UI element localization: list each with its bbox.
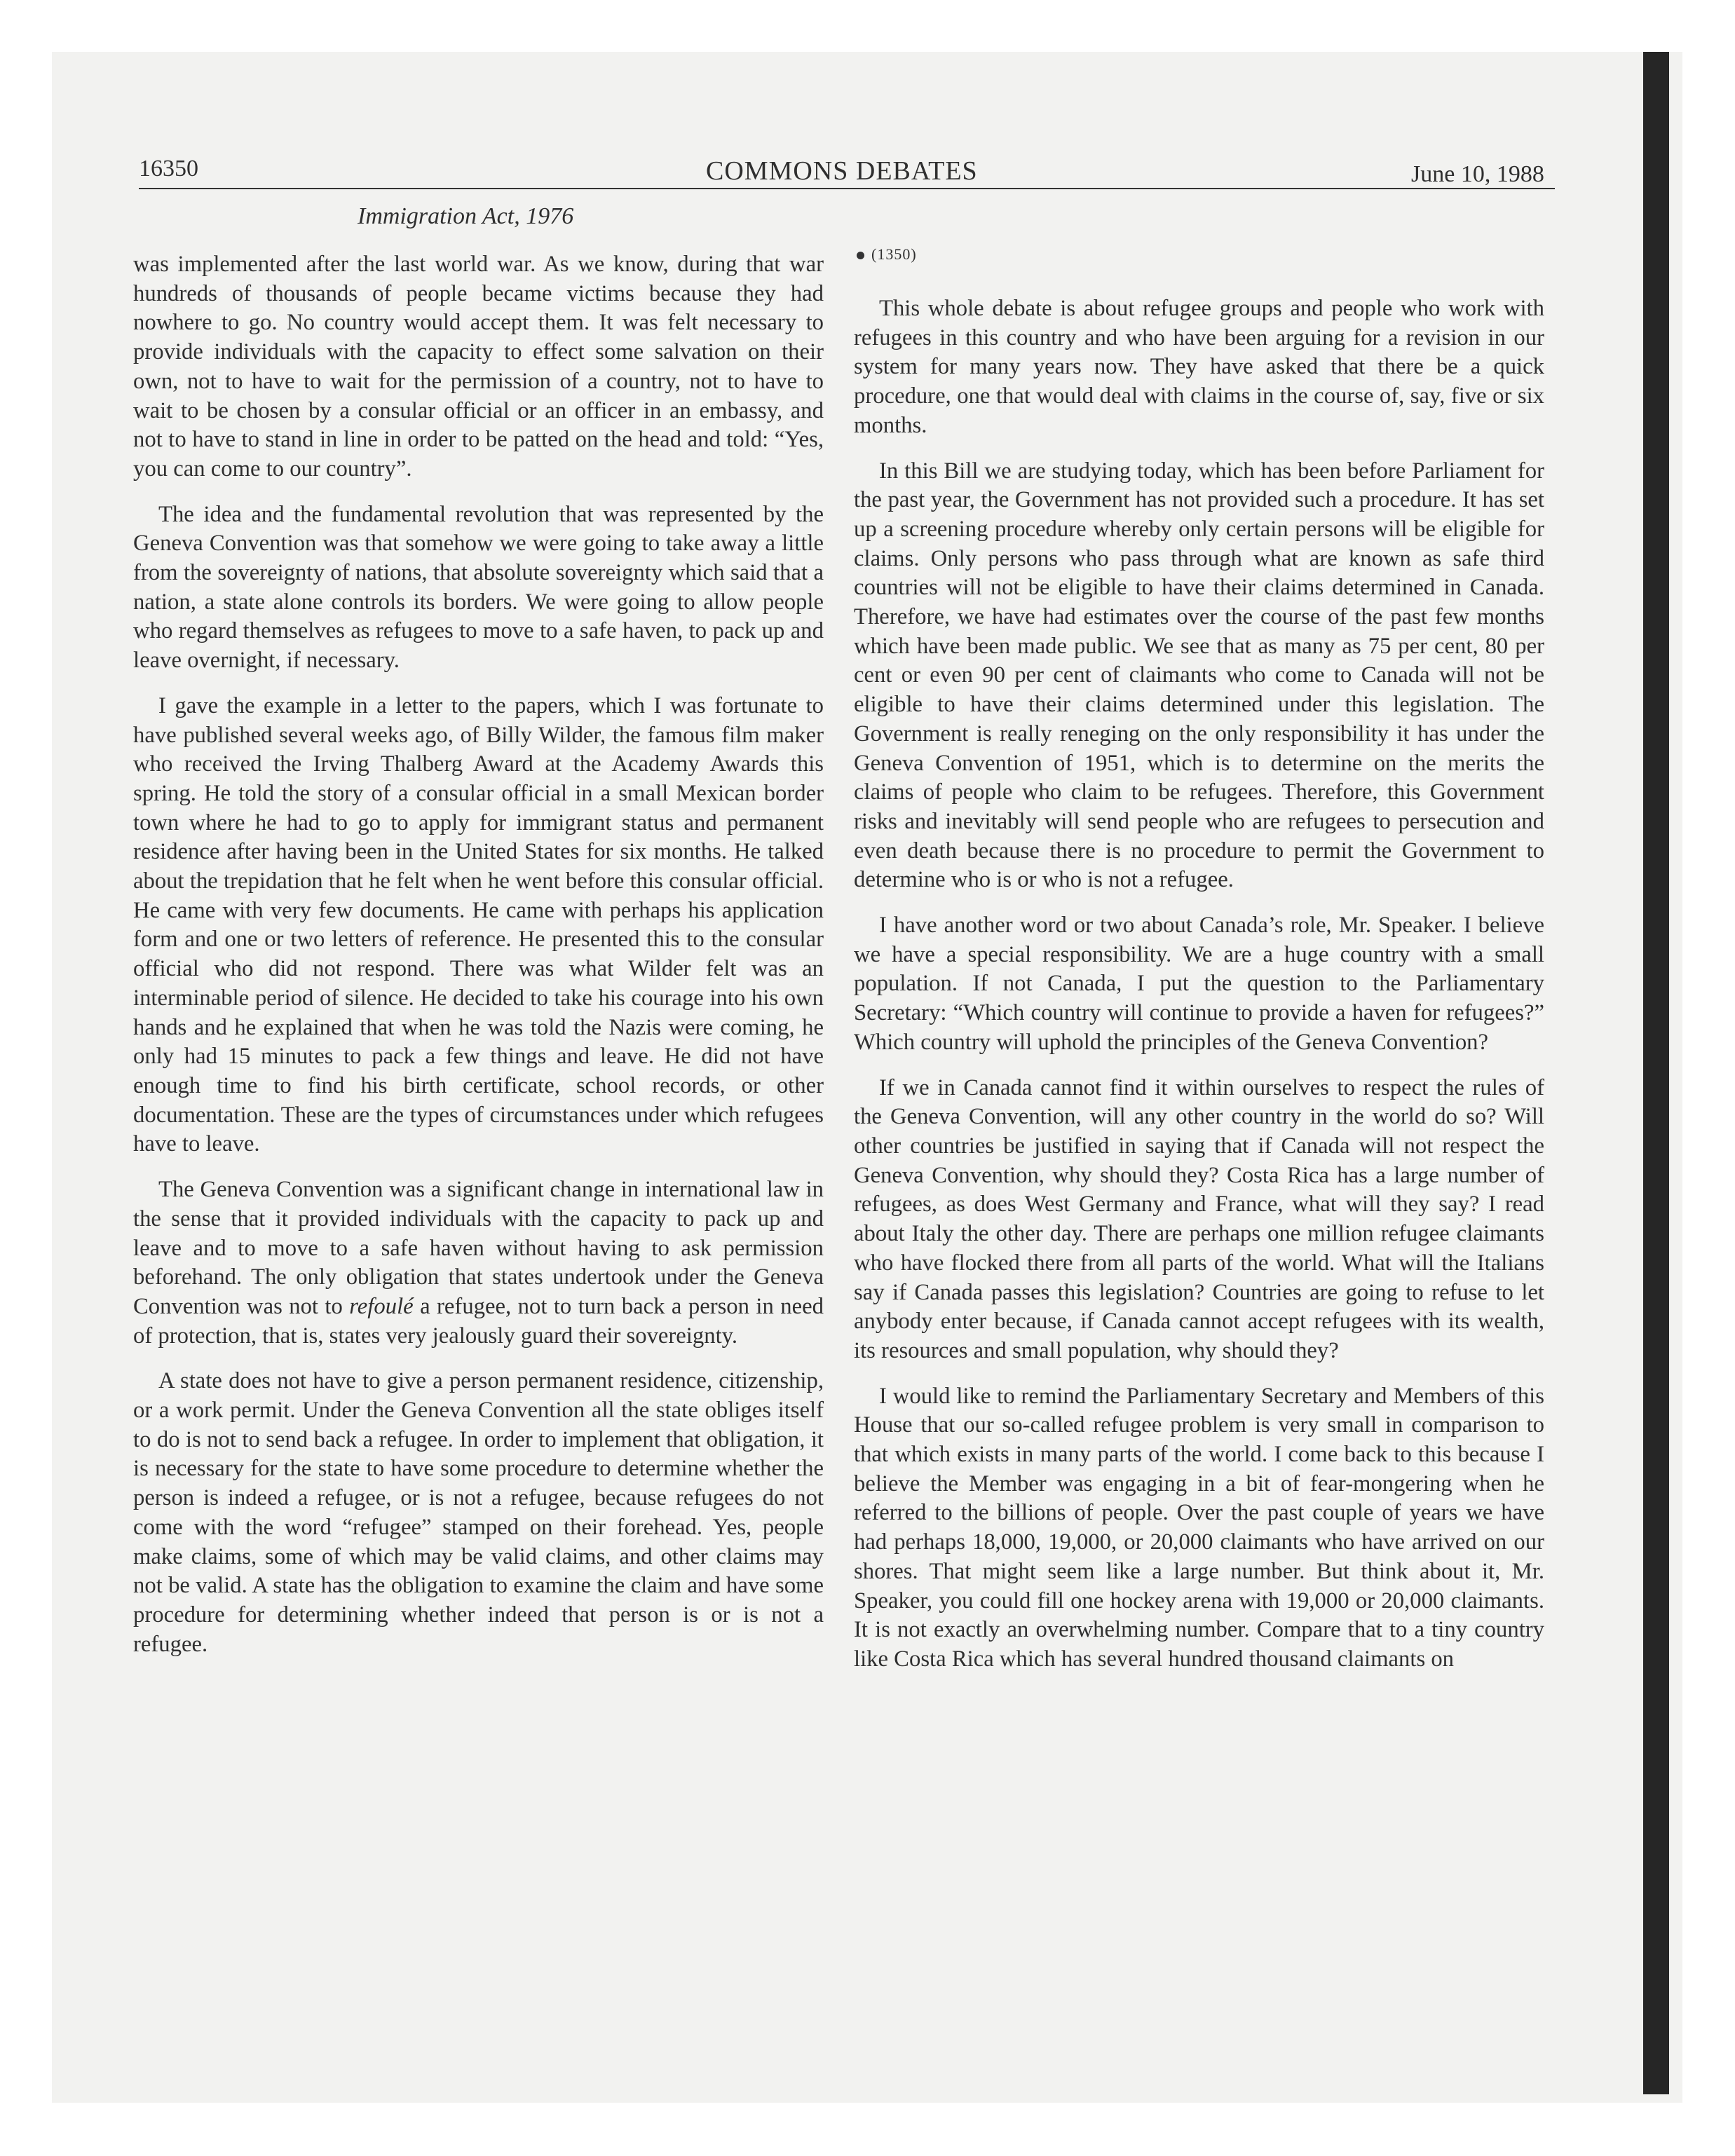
paragraph: I gave the example in a letter to the papers, which I was fortunate to have published several weeks ago, of Billy Wilder, the famous film maker who received the Irving Thalberg Award at the Academy Awards this spring. He told the story of a consular official in a small Mexican border town where he had to go to apply for immigrant status and permanent residence after having been in the United States for six months. He talked about the trepidation that he felt when he went before this consular official. He came with very few documents. He came with perhaps his application form and one or two letters of reference. He presented this to the consular official who did not respond. There was what Wilder felt was an interminable period of silence. He decided to take his courage into his own hands and he explained that when he was told the Nazis were coming, he only had 15 minutes to pack a few things and leave. He did not have enough time to find his birth certificate, school records, or other documentation. These are the types of circumstances under which refugees have to leave. (133, 692, 824, 1157)
page-date: June 10, 1988 (1411, 161, 1544, 187)
right-column (854, 294, 1544, 1691)
time-marker (857, 245, 917, 264)
page-number: 16350 (139, 156, 198, 182)
scan-edge-shadow (1643, 52, 1669, 2094)
section-title: Immigration Act, 1976 (358, 203, 574, 229)
left-column (133, 250, 824, 1675)
paragraph: This whole debate is about refugee groups and people who work with refugees in this country and who have been arguing for a revision in our system for many years now. They have asked that there be a quick procedure, one that would deal with claims in the course of, say, five or six months. (854, 296, 1544, 438)
paragraph: was implemented after the last world war. As we know, during that war hundreds of thousands of people became victims because they had nowhere to go. No country would accept them. It was felt necessary to provide individuals with the capacity to effect some salvation on their own, not to have to wait for the permission of a country, not to have to wait to be chosen by a consular official or an officer in an embassy, and not to have to stand in line in order to be patted on the head and told: “Yes, you can come to our country”. (133, 252, 824, 482)
running-head: COMMONS DEBATES (706, 156, 978, 186)
paragraph: I would like to remind the Parliamentary Secretary and Members of this House that our so-called refugee problem is very small in comparison to that which exists in many parts of the world. I come back to this because I believe the Member was engaging in a bit of fear-mongering when he referred to the billions of people. Over the past couple of years we have had perhaps 18,000, 19,000, or 20,000 claimants who have arrived on our shores. That might seem like a large number. But think about it, Mr. Speaker, you could fill one hockey arena with 19,000 or 20,000 claimants. It is not exactly an overwhelming number. Compare that to a tiny country like Costa Rica which has several hundred thousand claimants on (854, 1383, 1544, 1672)
paragraph-text: The Geneva Convention was a significant change in international law in the sense that it provided individuals with the capacity to pack up and leave and to move to a safe haven without having to ask permission beforehand. The only obligation that states undertook under the Geneva Convention was not to (133, 1177, 824, 1319)
italic-term: refoulé (349, 1293, 414, 1319)
bullet-icon (857, 252, 864, 259)
paragraph: A state does not have to give a person permanent residence, citizenship, or a work permit. Under the Geneva Convention all the state obliges itself to do is not to send back a refugee. In order to implement that obligation, it is necessary for the state to have some procedure to determine whether the person is indeed a refugee, or is not a refugee, because refugees do not come with the word “refugee” stamped on their forehead. Yes, people make claims, some of which may be valid claims, and other claims may not be valid. A state has the obligation to examine the claim and have some procedure for determining whether indeed that person is or is not a refugee. (133, 1368, 824, 1657)
time-marker-text: (1350) (871, 245, 917, 263)
paragraph-text: a refugee, not to turn back a person in need of protection, that is, states very jealously guard their sovereignty. (133, 1293, 824, 1349)
paragraph: In this Bill we are studying today, which has been before Parliament for the past year, the Government has not provided such a procedure. It has set up a screening procedure whereby only certain persons will be eligible for claims. Only persons who pass through what are known as safe third countries will not be eligible to have their claims determined in Canada. Therefore, we have had estimates over the course of the past few months which have been made public. We see that as many as 75 per cent, 80 per cent or even 90 per cent of claimants who come to Canada will not be eligible to have their claims determined under this legislation. The Government is really reneging on the only responsibility it has under the Geneva Convention of 1951, which is to determine on the merits the claims of people who claim to be refugees. Therefore, this Government risks and inevitably will send people who are refugees to persecution and even death because there is no procedure to permit the Government to determine who is or who is not a refugee. (854, 458, 1544, 893)
paragraph: I have another word or two about Canada’s role, Mr. Speaker. I believe we have a special responsibility. We are a huge country with a small population. If not Canada, I put the question to the Parliamentary Secretary: “Which country will continue to provide a haven for refugees?” Which country will uphold the principles of the Geneva Convention? (854, 913, 1544, 1055)
header-rule (139, 188, 1555, 189)
paragraph: The idea and the fundamental revolution that was represented by the Geneva Convention was that somehow we were going to take away a little from the sovereignty of nations, that absolute sovereignty which said that a nation, a state alone controls its borders. We were going to allow people who regard themselves as refugees to move to a safe haven, to pack up and leave overnight, if necessary. (133, 501, 824, 674)
paragraph: If we in Canada cannot find it within ourselves to respect the rules of the Geneva Convention, will any other country in the world do so? Will other countries be justified in saying that if Canada will not respect the Geneva Convention, why should they? Costa Rica has a large number of refugees, as does West Germany and France, what will they say? I read about Italy the other day. There are perhaps one million refugee claimants who have flocked there from all parts of the world. What will the Italians say if Canada passes this legislation? Countries are going to refuse to let anybody enter because, if Canada cannot accept refugees with its wealth, its resources and small population, why should they? (854, 1074, 1544, 1363)
paragraph (133, 1175, 824, 1351)
